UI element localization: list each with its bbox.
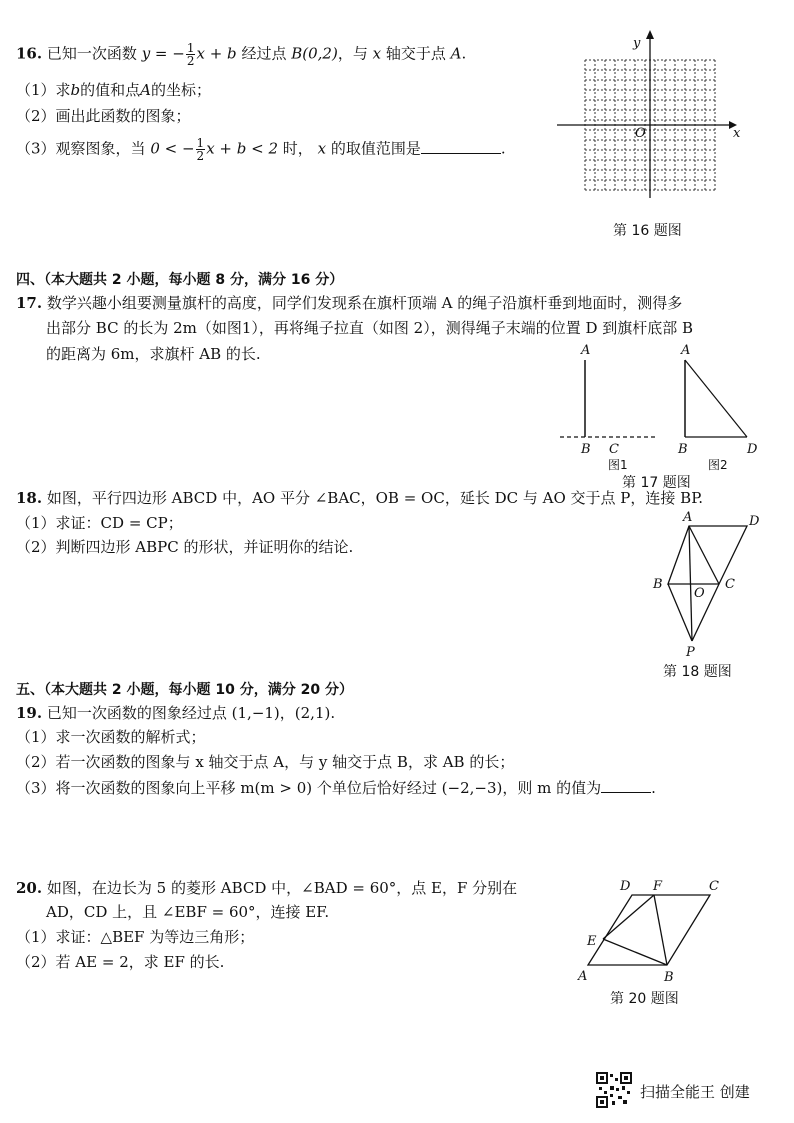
q16-fraction: $\frac{1}{2}$ — [186, 41, 195, 68]
q20-part2: （2）若 AE = 2，求 EF 的长. — [16, 953, 225, 971]
q18-label-P: P — [686, 645, 695, 658]
qr-code-icon — [596, 1072, 632, 1108]
q17-line1: 17. 数学兴趣小组要测量旗杆的高度，同学们发现系在旗杆顶端 A 的绳子沿旗杆垂到地面时，测得多 — [16, 294, 683, 312]
q19-part2: （2）若一次函数的图象与 x 轴交于点 A，与 y 轴交于点 B，求 AB 的长； — [16, 753, 515, 771]
q16-part3: （3）观察图象，当 0 < − $\frac{1}{2}$ x + b < 2 时， x 的取值范围是 . — [16, 136, 506, 163]
q18-figure-caption: 第 18 题图 — [663, 664, 732, 680]
q16-y-arrow — [646, 30, 654, 39]
q20-segment-BE — [603, 939, 667, 965]
q17-fig1-label-C: C — [609, 442, 619, 457]
q16-figure-caption: 第 16 题图 — [613, 223, 682, 239]
q17-figure-2 — [677, 343, 758, 457]
q20-label-E: E — [587, 934, 597, 949]
q20-label-F: F — [653, 879, 663, 894]
q17-figures — [555, 340, 775, 470]
q18-segment-AC — [689, 526, 719, 584]
q18-label-O: O — [694, 586, 705, 601]
section-5-title: 五、（本大题共 2 小题，每小题 10 分，满分 20 分） — [16, 682, 353, 698]
q16-grid-figure — [555, 30, 755, 200]
q17-fig2-label-D: D — [747, 442, 758, 457]
q17-fig2-label: 图2 — [708, 458, 728, 472]
q16-y-label: y — [633, 36, 641, 51]
q18-label-B: B — [653, 577, 663, 592]
q16-answer-blank — [421, 139, 501, 154]
q17-fig2-rope — [685, 360, 747, 437]
q17-fig1-label-A: A — [581, 343, 591, 358]
q20-label-B: B — [664, 970, 674, 985]
q20-figure — [570, 875, 730, 990]
q19-part1: （1）求一次函数的解析式； — [16, 728, 206, 746]
q20-part1: （1）求证：△BEF 为等边三角形； — [16, 928, 255, 946]
q20-segment-BF — [654, 895, 667, 965]
q18-segment-BP — [668, 584, 692, 641]
q18-part1: （1）求证：CD = CP； — [16, 514, 183, 532]
q19-answer-blank — [601, 778, 651, 793]
q20-line1: 20. 如图，在边长为 5 的菱形 ABCD 中，∠BAD = 60°，点 E，F 分别在 — [16, 879, 518, 897]
q16-part1: （1）求b的值和点A的坐标； — [16, 81, 212, 99]
q17-line3: 的距离为 6m，求旗杆 AB 的长. — [46, 345, 261, 363]
q16-x-label: x — [733, 126, 741, 141]
section-4-title: 四、（本大题共 2 小题，每小题 8 分，满分 16 分） — [16, 272, 344, 288]
q19-line1: 19. 已知一次函数的图象经过点 (1,−1)，(2,1). — [16, 704, 336, 722]
q20-label-D: D — [620, 879, 631, 894]
q17-figure-caption: 第 17 题图 — [622, 475, 691, 491]
scanner-watermark: 扫描全能王 创建 — [640, 1083, 750, 1101]
q17-fig2-label-A: A — [681, 343, 691, 358]
q18-label-A: A — [683, 510, 693, 525]
q18-label-D: D — [749, 514, 760, 529]
q17-line2: 出部分 BC 的长为 2m（如图1），再将绳子拉直（如图 2），测得绳子末端的位置 D 到旗杆底部 B — [46, 319, 694, 337]
q17-fig1-label: 图1 — [608, 458, 628, 472]
q17-figure-1 — [560, 343, 655, 457]
q18-figure — [645, 508, 775, 658]
q16-number: 16. — [16, 44, 43, 63]
q18-part2: （2）判断四边形 ABPC 的形状，并证明你的结论. — [16, 538, 354, 556]
q16-part2: （2）画出此函数的图象； — [16, 107, 191, 125]
q17-fig2-label-B: B — [678, 442, 688, 457]
q18-label-C: C — [725, 577, 735, 592]
q16-stem: 16. 已知一次函数 y = − $\frac{1}{2}$ x + b 经过点 B(0,2)，与 x 轴交于点 A. — [16, 41, 467, 68]
q16-origin-label: O — [635, 126, 646, 141]
q17-fig1-label-B: B — [581, 442, 591, 457]
q18-parallelogram-ABCD — [668, 526, 747, 584]
q18-line1: 18. 如图，平行四边形 ABCD 中，AO 平分 ∠BAC，OB = OC，延长 DC 与 AO 交于点 P，连接 BP. — [16, 489, 704, 507]
q20-rhombus-ABCD — [588, 895, 710, 965]
q20-line2: AD，CD 上，且 ∠EBF = 60°，连接 EF. — [46, 903, 330, 921]
q20-label-A: A — [578, 969, 588, 984]
q20-figure-caption: 第 20 题图 — [610, 991, 679, 1007]
q20-label-C: C — [709, 879, 719, 894]
q16-part3-fraction: $\frac{1}{2}$ — [196, 136, 205, 163]
q19-part3: （3）将一次函数的图象向上平移 m(m > 0) 个单位后恰好经过 (−2,−3)，则 m 的值为 . — [16, 779, 656, 797]
